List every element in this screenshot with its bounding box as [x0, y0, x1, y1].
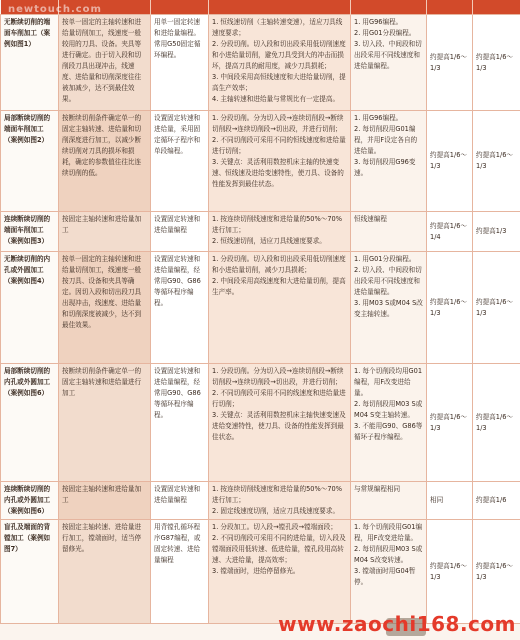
header-cell	[473, 0, 520, 15]
watermark-bottom: www.zaochi168.com	[278, 612, 516, 636]
conventional-method-cell: 按固定主轴转速、进给量进行加工，镗端面时，适当停留修光。	[59, 520, 151, 624]
optimized-method-cell	[209, 520, 351, 624]
conventional-method-cell: 按单一固定的主轴转速和进给量切削加工，线速度一般较用的刀具、设备。夹具等进行确定。由于切入段和切削段刀具出现冲击，线速度、进给量和切削深度往往被加减少，达不到最佳效果。	[59, 15, 151, 111]
cell-line: 3. 关键点：灵活利用数控机床主轴的快速变速、恒线速及进给变速特性，使刀具、设备的性能发挥到最佳状态。	[212, 158, 344, 188]
cell-line: 1. 恒线速切削（主轴转速变速），适应刀具线速度要求；	[212, 18, 343, 37]
cell-line: 3. 镗端面时，进给停留修光。	[212, 567, 300, 575]
header-cell	[209, 0, 351, 15]
machining-case-cell: 无断续切削的端面车削加工（案例如图1）	[1, 15, 59, 111]
cell-line: 2. 每切削段用M03 S或M04 S改变转速。	[354, 545, 423, 564]
efficiency-gain-cell: 约提高1/6～1/3	[427, 520, 473, 624]
cell-line: 1. 用G96编程。	[354, 18, 403, 26]
tool-life-gain-cell: 约提高1/3	[473, 212, 520, 252]
cell-line: 1. 分段加工。切入段→镗孔段→镗端面段；	[212, 523, 337, 531]
optimized-programming-cell	[351, 252, 427, 364]
machining-case-cell: 连续断续切削的端面车削加工（案例如图3）	[1, 212, 59, 252]
cell-line: 1. 用G96编程。	[354, 114, 403, 122]
machining-case-cell: 无断续切削的内孔或外圆加工（案例如图4）	[1, 252, 59, 364]
optimized-programming-cell	[351, 15, 427, 111]
efficiency-gain-cell: 约提高1/6～1/3	[427, 364, 473, 482]
cell-line: 1. 每个切削段均用G01编程，用F改变进给量。	[354, 367, 423, 397]
optimized-method-cell	[209, 15, 351, 111]
table-row	[1, 15, 520, 111]
cell-line: 1. 分段切削。分为切入段→连续切削段→断续切削段→连续切削段→切出段，并进行切削；	[212, 367, 344, 386]
watermark-top: newtouch.com	[8, 4, 102, 15]
cell-line: 2. 不同切削段可采用不同的恒线速度和进给量进行切削；	[212, 136, 346, 155]
table-row	[1, 212, 520, 252]
cell-line: 3. 关键点：灵活利用数控机床主轴快速变速及进给变速特性，使刀具、设备的性能发挥到最佳状态。	[212, 411, 346, 441]
tool-life-gain-cell: 约提高1/6	[473, 482, 520, 520]
conventional-method-cell: 按固定主轴转速和进给量加工	[59, 482, 151, 520]
tool-life-gain-cell: 约提高1/6～1/3	[473, 15, 520, 111]
cell-line: 2. 不同切削段可采用不同的线速度和进给量进行切削；	[212, 389, 346, 408]
optimized-programming-cell	[351, 212, 427, 252]
cell-line: 3. 中间段采用高恒线速度和大进给量切削，提高生产效率；	[212, 73, 346, 92]
optimized-programming-cell	[351, 520, 427, 624]
cell-line: 1. 按连续切削线速度和进给量的50%～70%进行加工；	[212, 485, 343, 504]
efficiency-gain-cell: 约提高1/6～1/3	[427, 252, 473, 364]
optimized-method-cell	[209, 482, 351, 520]
cell-line: 1. 按连续切削线速度和进给量的50%～70%进行加工；	[212, 215, 343, 234]
header-cell	[351, 0, 427, 15]
conventional-programming-cell: 设置固定转速和进给量编程	[151, 482, 209, 520]
cell-line: 2. 中间段采用高线速度和大进给量切削，提高生产率。	[212, 277, 346, 296]
machining-case-cell: 局部断续切削的内孔或外圆加工（案例如图6）	[1, 364, 59, 482]
tool-life-gain-cell: 约提高1/6～1/3	[473, 111, 520, 212]
efficiency-gain-cell: 约提高1/6～1/3	[427, 15, 473, 111]
conventional-method-cell: 按断续切削条件确定单一的固定主轴转速、进给量和切削深度进行加工，以减少断续切削对刀具的损坏和损耗，确定的参数值往往比连续切削的低。	[59, 111, 151, 212]
optimized-method-cell	[209, 212, 351, 252]
cell-line: 2. 不同切削段可采用不同的进给量，切入段及镗端面段用低转速、低进给量，镗孔段用高转速、大进给量，提高效率；	[212, 534, 346, 564]
efficiency-gain-cell: 相同	[427, 482, 473, 520]
optimized-programming-cell	[351, 111, 427, 212]
cell-line: 1. 分段切削。切入段和切出段采用低切削速度和小进给量切削，减少刀具损耗；	[212, 255, 346, 274]
table-row	[1, 520, 520, 624]
cell-line: 3. 不能用G90、G86等循环子程序编程。	[354, 422, 423, 441]
cell-line: 2. 切入段、中间段和切出段采用不同线速度和进给量编程。	[354, 266, 422, 296]
cell-line: 恒线速编程	[354, 215, 387, 223]
cell-line: 3. 每切削段用G96变速。	[354, 158, 416, 177]
optimized-method-cell	[209, 364, 351, 482]
efficiency-gain-cell: 约提高1/6～1/3	[427, 111, 473, 212]
conventional-programming-cell: 设置固定转速和进给量编程，经常用G90、G86等循环程序编程。	[151, 252, 209, 364]
cell-line: 2. 恒线速切削，适应刀具线速度要求。	[212, 237, 326, 245]
conventional-programming-cell: 设置固定转速和进给量，采用固定循环子程序和单段编程。	[151, 111, 209, 212]
machining-case-cell: 盲孔及端面的背镗加工（案例如图7）	[1, 520, 59, 624]
conventional-method-cell: 按固定主轴转速和进给量加工	[59, 212, 151, 252]
cell-line: 3. 镗端面时用G04暂停。	[354, 567, 416, 586]
machining-case-cell: 局部断续切削的端面车削加工（案例如图2）	[1, 111, 59, 212]
cell-line: 与常规编程相同	[354, 485, 401, 493]
optimized-programming-cell	[351, 482, 427, 520]
cell-line: 1. 分段切削。分为切入段→连续切削段→断续切削段→连续切削段→切出段，并进行切削；	[212, 114, 344, 133]
table-row	[1, 482, 520, 520]
cell-line: 2. 分段切削。切入段和切出段采用低切削速度和小进给量切削，避免刀具受到大的冲击而损坏，提高刀具的耐用度，减少刀具损耗；	[212, 40, 346, 70]
header-cell	[151, 0, 209, 15]
optimized-method-cell	[209, 252, 351, 364]
cell-line: 2. 每切削段用M03 S或M04 S变主轴转速。	[354, 400, 423, 419]
machining-case-cell: 连续断续切削的内孔或外圆加工（案例如图6）	[1, 482, 59, 520]
cell-line: 3. 切入段、中间段和切出段采用不同线速度和进给量编程。	[354, 40, 422, 70]
header-cell	[427, 0, 473, 15]
table-row	[1, 252, 520, 364]
tool-life-gain-cell: 约提高1/6～1/3	[473, 364, 520, 482]
cell-line: 1. 每个切削段用G01编程，用F改变进给量。	[354, 523, 423, 542]
cell-line: 3. 用M03 S或M04 S改变主轴转速。	[354, 299, 423, 318]
tool-life-gain-cell: 约提高1/6～1/3	[473, 252, 520, 364]
cell-line: 1. 用G01分段编程。	[354, 255, 416, 263]
optimized-method-cell	[209, 111, 351, 212]
conventional-programming-cell: 用背镗孔循环程序G87编程，或固定转速、进给量编程	[151, 520, 209, 624]
tool-life-gain-cell: 约提高1/6～1/3	[473, 520, 520, 624]
efficiency-gain-cell: 约提高1/6～1/4	[427, 212, 473, 252]
cell-line: 2. 固定线速度切削，适应刀具线速度要求。	[212, 507, 340, 515]
cell-line: 2. 每切削段用G01编程，并用F设定各自的进给量。	[354, 125, 418, 155]
cell-line: 4. 主轴转速和进给量与常规比有一定提高。	[212, 95, 340, 103]
conventional-programming-cell: 设置固定转速和进给量编程	[151, 212, 209, 252]
conventional-programming-cell: 设置固定转速和进给量编程，经常用G90、G86等循环程序编程。	[151, 364, 209, 482]
optimized-programming-cell	[351, 364, 427, 482]
cell-line: 2. 用G01分段编程。	[354, 29, 416, 37]
table-row	[1, 111, 520, 212]
conventional-programming-cell: 用单一固定转速和进给量编程。常用G50固定循环编程。	[151, 15, 209, 111]
table-row	[1, 364, 520, 482]
conventional-method-cell: 按断续切削条件确定单一的固定主轴转速和进给量进行加工	[59, 364, 151, 482]
conventional-method-cell: 按单一固定的主轴转速和进给量切削加工，线速度一般按刀具、设备和夹具等确定。因切入段和切出段刀具出现冲击，线速度、进给量和切削深度被减少，达不到最佳效果。	[59, 252, 151, 364]
